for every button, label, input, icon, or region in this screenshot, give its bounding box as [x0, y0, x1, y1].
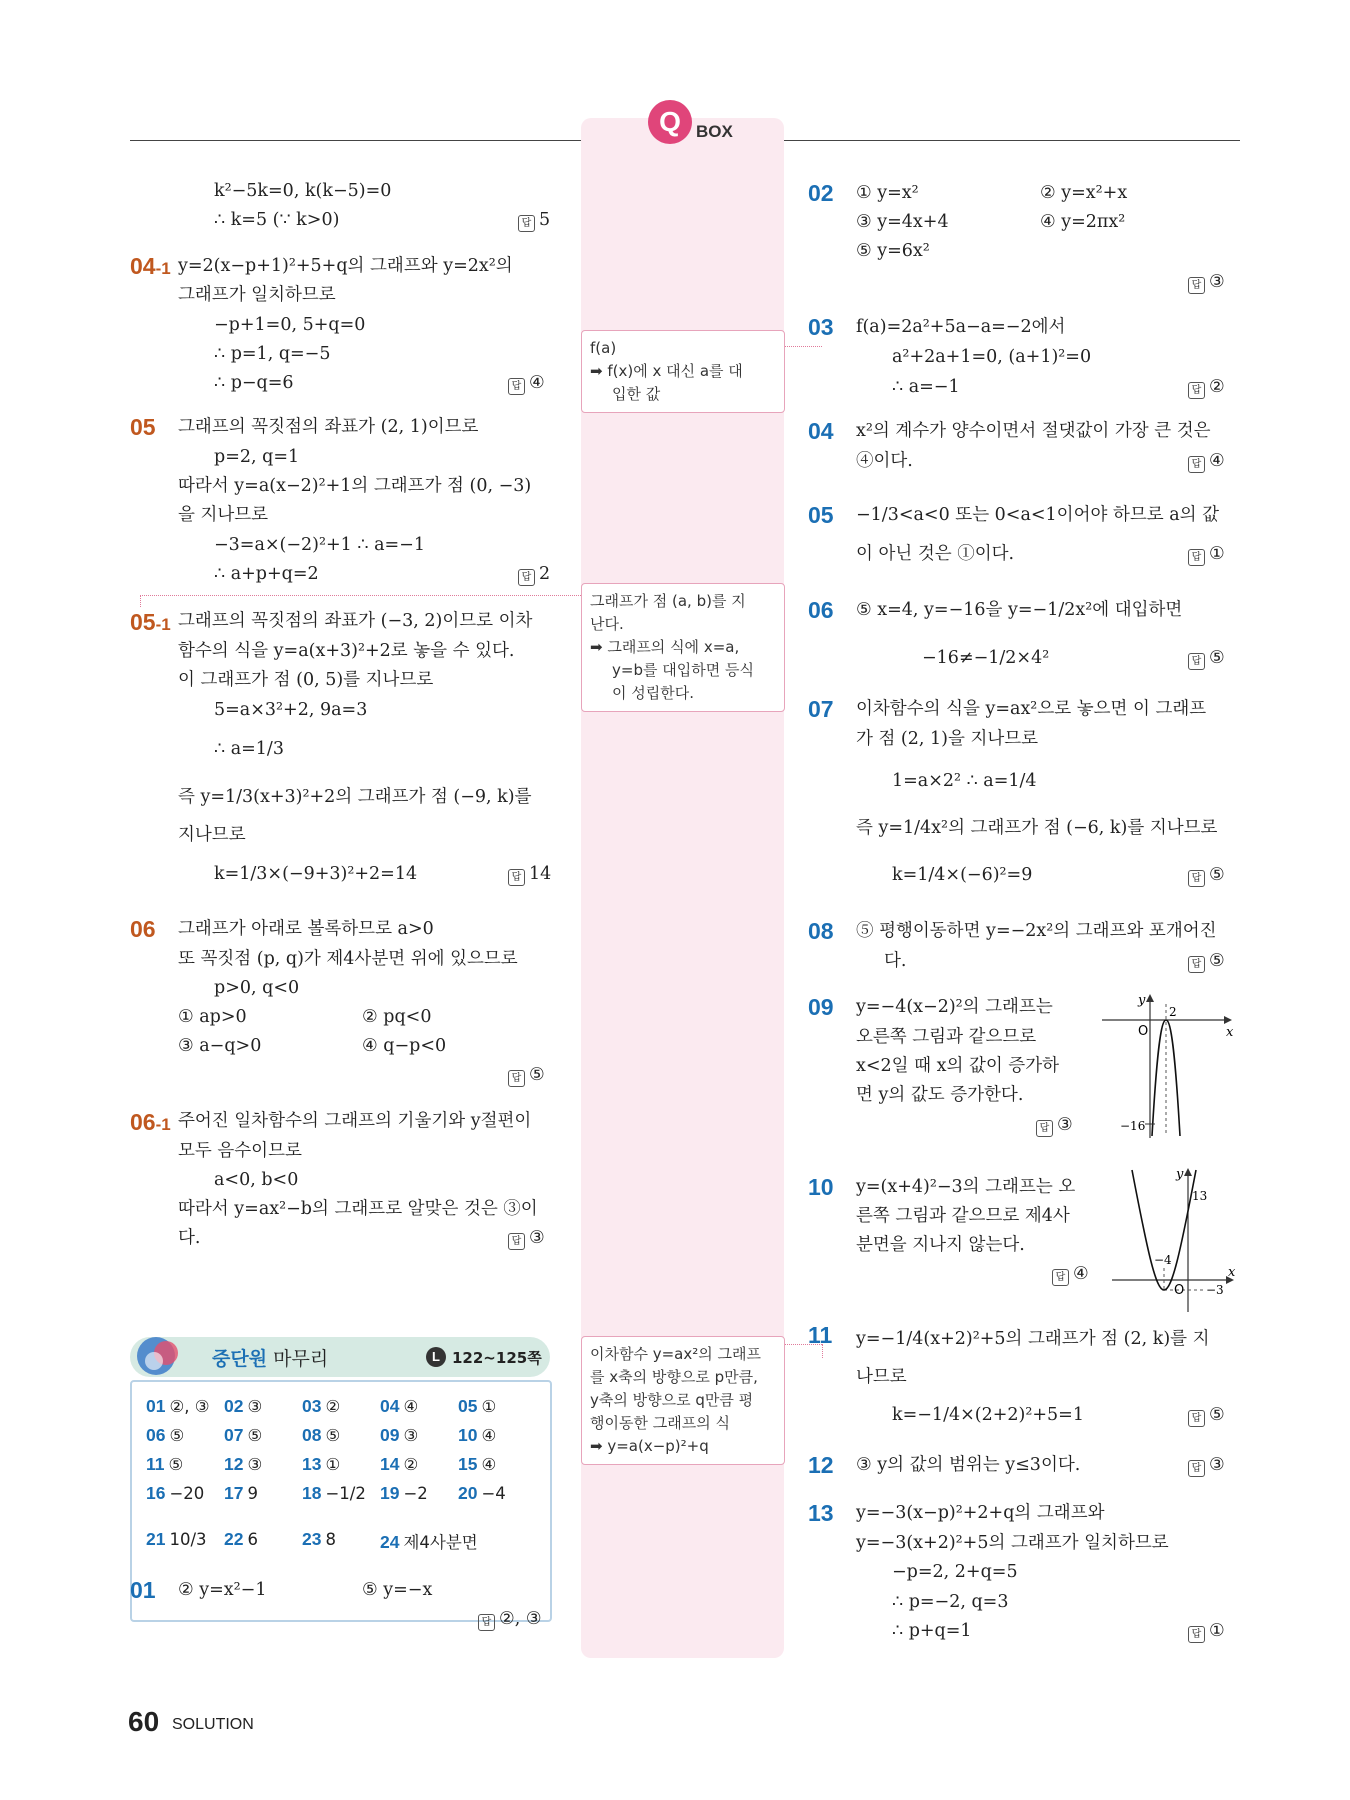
answer-mark: 답 ③ [508, 1228, 545, 1250]
page-ref-icon: L [426, 1347, 446, 1367]
text-line: ③ y의 값의 범위는 y≤3이다. [856, 1455, 1081, 1475]
problem-number: 08 [808, 918, 834, 944]
summary-answer-value: ⑤ [168, 1455, 184, 1474]
summary-pages: 122~125쪽 [452, 1349, 542, 1367]
text-line: 5=a×3²+2, 9a=3 [214, 700, 368, 720]
text-line: 면 y의 값도 증가한다. [856, 1085, 1024, 1105]
note-line: 행이동한 그래프의 식 [590, 1414, 730, 1432]
answer-icon: 답 [1052, 1269, 1069, 1286]
text-line: ∴ p=−2, q=3 [892, 1592, 1009, 1612]
summary-question-number: 01 [146, 1396, 166, 1416]
summary-answer-value: ②, ③ [169, 1397, 210, 1416]
answer-mark: 답 ⑤ [508, 1065, 545, 1087]
answer-icon: 답 [508, 1070, 525, 1087]
text-line: 분면을 지나지 않는다. [856, 1235, 1025, 1255]
text-line: −p+1=0, 5+q=0 [214, 315, 366, 335]
text-line: 주어진 일차함수의 그래프의 기울기와 y절편이 [178, 1111, 532, 1131]
summary-question-number: 23 [302, 1529, 322, 1549]
answer-mark: 답 ②, ③ [478, 1609, 542, 1631]
answer-icon: 답 [478, 1614, 495, 1631]
answer-mark: 답 2 [518, 564, 550, 586]
problem-number: 09 [808, 994, 834, 1020]
text-line: y=−3(x−p)²+2+q의 그래프와 [856, 1503, 1105, 1523]
text-line: ⑤ x=4, y=−16을 y=−1/2x²에 대입하면 [856, 600, 1183, 620]
summary-question-number: 09 [380, 1425, 400, 1445]
text-line: −16≠−1/2×4² [922, 648, 1050, 668]
summary-answer-value: 제4사분면 [403, 1533, 478, 1552]
summary-question-number: 19 [380, 1483, 400, 1503]
problem-number: 04 [808, 418, 834, 444]
text-line: −3=a×(−2)²+1 ∴ a=−1 [214, 535, 425, 555]
text-line: 또 꼭짓점 (p, q)가 제4사분면 위에 있으므로 [178, 949, 518, 969]
connector-line [140, 595, 581, 596]
summary-question-number: 20 [458, 1483, 478, 1503]
summary-question-number: 04 [380, 1396, 400, 1416]
problem-number: 06 [130, 916, 156, 942]
text-line: k=−1/4×(2+2)²+5=1 [892, 1405, 1084, 1425]
answer-mark: 답 ④ [508, 373, 545, 395]
summary-answer-cell [302, 1529, 336, 1550]
text-line: ② y=x²−1 [178, 1580, 267, 1600]
summary-answer-cell [380, 1454, 418, 1475]
text-line: −1/3<a<0 또는 0<a<1이어야 하므로 a의 값 [856, 505, 1220, 525]
summary-answer-value: ④ [481, 1426, 497, 1445]
text-line: x²의 계수가 양수이면서 절댓값이 가장 큰 것은 [856, 421, 1211, 441]
qbox-note [581, 330, 785, 413]
text-line: ∴ p=1, q=−5 [214, 344, 331, 364]
summary-answer-value: −2 [403, 1484, 428, 1503]
text-line: 따라서 y=a(x−2)²+1의 그래프가 점 (0, −3) [178, 476, 532, 496]
text-line: ② y=x²+x [1040, 183, 1128, 203]
summary-answer-value: ③ [403, 1426, 419, 1445]
text-line: x<2일 때 x의 값이 증가하 [856, 1056, 1060, 1076]
text-line: 그래프가 일치하므로 [178, 285, 336, 305]
summary-question-number: 16 [146, 1483, 166, 1503]
graph-tick-label: −4 [1154, 1253, 1172, 1267]
summary-question-number: 24 [380, 1532, 400, 1552]
text-line: a²+2a+1=0, (a+1)²=0 [892, 347, 1092, 367]
summary-answer-value: −20 [169, 1484, 205, 1503]
summary-answer-cell [380, 1425, 418, 1446]
qbox-label: BOX [696, 122, 733, 141]
text-line: 함수의 식을 y=a(x+3)²+2로 놓을 수 있다. [178, 641, 515, 661]
problem-number: 03 [808, 314, 834, 340]
graph-origin-label: O [1138, 1024, 1149, 1039]
text-line: −p=2, 2+q=5 [892, 1562, 1018, 1582]
answer-mark: 답 ⑤ [1188, 648, 1225, 670]
text-line: y=2(x−p+1)²+5+q의 그래프와 y=2x²의 [178, 256, 513, 276]
summary-answer-cell [458, 1454, 496, 1475]
summary-answer-value: ④ [481, 1455, 497, 1474]
summary-answer-value: ④ [403, 1397, 419, 1416]
graph-x-label: x [1226, 1025, 1234, 1040]
text-line: ③ y=4x+4 [856, 212, 949, 232]
problem-number: 05 [808, 502, 834, 528]
summary-answer-cell [380, 1396, 418, 1417]
note-line: f(a) [590, 339, 617, 357]
answer-icon: 답 [1188, 382, 1205, 399]
summary-answer-cell [302, 1454, 340, 1475]
note-line: 난다. [590, 615, 624, 633]
answer-icon: 답 [508, 378, 525, 395]
summary-answer-cell [302, 1396, 340, 1417]
answer-icon: 답 [1188, 870, 1205, 887]
answer-mark: 답 ③ [1188, 1455, 1225, 1477]
text-line: 가 점 (2, 1)을 지나므로 [856, 729, 1039, 749]
problem-number: 01 [130, 1577, 156, 1603]
text-line: ④이다. [856, 451, 913, 471]
answer-icon: 답 [1188, 277, 1205, 294]
answer-icon: 답 [1188, 653, 1205, 670]
summary-answer-cell [380, 1483, 428, 1504]
answer-icon: 답 [1188, 1626, 1205, 1643]
text-line: 오른쪽 그림과 같으므로 [856, 1027, 1037, 1047]
answer-mark: 답 ① [1188, 544, 1225, 566]
problem-number: 11 [808, 1322, 833, 1348]
answer-mark: 답 14 [508, 864, 551, 886]
note-line: y축의 방향으로 q만큼 평 [590, 1391, 754, 1409]
answer-icon: 답 [1188, 549, 1205, 566]
text-line: k=1/3×(−9+3)²+2=14 [214, 864, 418, 884]
problem-number: 05-1 [130, 609, 171, 635]
answer-icon: 답 [518, 215, 535, 232]
summary-answer-value: ② [403, 1455, 419, 1474]
summary-answer-value: ⑤ [325, 1426, 341, 1445]
note-line: ➡ f(x)에 x 대신 a를 대 [590, 362, 743, 380]
problem-number: 12 [808, 1452, 834, 1478]
answer-icon: 답 [1188, 1410, 1205, 1427]
text-line: 이 그래프가 점 (0, 5)를 지나므로 [178, 670, 434, 690]
summary-answer-cell [458, 1396, 496, 1417]
answer-icon: 답 [1036, 1120, 1053, 1137]
text-line: ④ y=2πx² [1040, 212, 1126, 232]
summary-answer-value: 8 [325, 1530, 336, 1549]
text-line: 즉 y=1/3(x+3)²+2의 그래프가 점 (−9, k)를 [178, 787, 532, 807]
text-line: ∴ p−q=6 [214, 373, 294, 393]
summary-answer-value: ③ [247, 1455, 263, 1474]
problem-number: 04-1 [130, 253, 171, 279]
qbox-note [581, 1336, 785, 1465]
text-line: 나므로 [856, 1367, 907, 1387]
note-line: 이차함수 y=ax²의 그래프 [590, 1345, 761, 1363]
problem-number: 07 [808, 696, 834, 722]
summary-question-number: 12 [224, 1454, 244, 1474]
summary-question-number: 21 [146, 1529, 166, 1549]
answer-icon: 답 [518, 569, 535, 586]
connector-line [140, 595, 141, 607]
summary-answer-cell [146, 1529, 207, 1550]
summary-answer-cell [224, 1529, 258, 1550]
answer-icon: 답 [508, 1233, 525, 1250]
answer-mark: 답 ⑤ [1188, 951, 1225, 973]
summary-answer-cell [458, 1425, 496, 1446]
answer-mark: 답 ③ [1036, 1115, 1073, 1137]
text-line: ④ q−p<0 [362, 1036, 447, 1056]
summary-question-number: 22 [224, 1529, 244, 1549]
answer-icon: 답 [1188, 1460, 1205, 1477]
text-line: y=−4(x−2)²의 그래프는 [856, 997, 1053, 1017]
summary-answer-cell [224, 1396, 262, 1417]
graph-10 [1108, 1164, 1240, 1314]
answer-mark: 답 ⑤ [1188, 865, 1225, 887]
summary-question-number: 15 [458, 1454, 478, 1474]
problem-number: 10 [808, 1174, 834, 1200]
text-line: ∴ a+p+q=2 [214, 564, 319, 584]
summary-question-number: 03 [302, 1396, 322, 1416]
text-line: ② pq<0 [362, 1007, 432, 1027]
text-line: 그래프의 꼭짓점의 좌표가 (2, 1)이므로 [178, 417, 479, 437]
summary-answer-value: ① [325, 1455, 341, 1474]
problem-number: 05 [130, 414, 156, 440]
summary-answer-value: 9 [247, 1484, 258, 1503]
answer-mark: 답 ④ [1052, 1264, 1089, 1286]
summary-answer-value: −4 [481, 1484, 506, 1503]
text-line: a<0, b<0 [214, 1170, 299, 1190]
page-number: 60 [128, 1706, 160, 1737]
summary-question-number: 05 [458, 1396, 478, 1416]
text-line: f(a)=2a²+5a−a=−2에서 [856, 317, 1066, 337]
summary-question-number: 08 [302, 1425, 322, 1445]
answer-mark: 답 ⑤ [1188, 1405, 1225, 1427]
answer-icon: 답 [508, 869, 525, 886]
problem-number: 06-1 [130, 1109, 171, 1135]
text-line: y=−1/4(x+2)²+5의 그래프가 점 (2, k)를 지 [856, 1329, 1210, 1349]
text-line: 1=a×2² ∴ a=1/4 [892, 771, 1037, 791]
graph-tick-label: 2 [1169, 1005, 1177, 1019]
summary-logo-icon [134, 1331, 184, 1381]
text-line: ① y=x² [856, 183, 919, 203]
note-line: 를 x축의 방향으로 p만큼, [590, 1368, 758, 1386]
text-line: 을 지나므로 [178, 505, 269, 525]
problem-number: 13 [808, 1500, 834, 1526]
answer-mark: 답 ① [1188, 1621, 1225, 1643]
summary-answer-cell [224, 1483, 258, 1504]
summary-answer-value: ③ [247, 1397, 263, 1416]
note-line: ➡ 그래프의 식에 x=a, [590, 638, 740, 656]
answer-mark: 답 ③ [1188, 272, 1225, 294]
text-line: k=1/4×(−6)²=9 [892, 865, 1033, 885]
summary-question-number: 14 [380, 1454, 400, 1474]
text-line: 다. [884, 951, 907, 971]
graph-tick-label: −16 [1120, 1119, 1146, 1133]
summary-question-number: 02 [224, 1396, 244, 1416]
text-line: ∴ a=1/3 [214, 739, 284, 759]
answer-mark [518, 210, 550, 232]
text-line: 른쪽 그림과 같으므로 제4사 [856, 1206, 1070, 1226]
note-line: 입한 값 [612, 385, 661, 403]
qbox-note [581, 583, 785, 712]
text-line: ∴ a=−1 [892, 377, 960, 397]
graph-09 [1100, 990, 1240, 1140]
graph-tick-label: 13 [1192, 1189, 1208, 1203]
problem-number: 02 [808, 180, 834, 206]
note-line: 그래프가 점 (a, b)를 지 [590, 592, 746, 610]
text-line: k²−5k=0, k(k−5)=0 [214, 181, 392, 201]
text-line: 그래프의 꼭짓점의 좌표가 (−3, 2)이므로 이차 [178, 611, 533, 631]
summary-answer-cell [380, 1529, 478, 1553]
text-line: y=−3(x+2)²+5의 그래프가 일치하므로 [856, 1533, 1169, 1553]
summary-answer-value: ① [481, 1397, 497, 1416]
summary-answer-cell [458, 1483, 506, 1504]
text-line: 따라서 y=ax²−b의 그래프로 알맞은 것은 ③이 [178, 1199, 538, 1219]
text-line: p>0, q<0 [214, 978, 300, 998]
answer-mark: 답 ④ [1188, 451, 1225, 473]
summary-answer-cell [302, 1425, 340, 1446]
note-line: 이 성립한다. [612, 684, 694, 702]
summary-question-number: 10 [458, 1425, 478, 1445]
graph-y-label: y [1176, 1167, 1184, 1182]
text-line: 즉 y=1/4x²의 그래프가 점 (−6, k)를 지나므로 [856, 818, 1218, 838]
answer-icon: 답 [1188, 456, 1205, 473]
summary-question-number: 18 [302, 1483, 322, 1503]
text-line: p=2, q=1 [214, 447, 300, 467]
text-line: ① ap>0 [178, 1007, 247, 1027]
summary-answer-cell [224, 1454, 262, 1475]
text-line: ③ a−q>0 [178, 1036, 262, 1056]
summary-answer-cell [146, 1425, 184, 1446]
answer-mark: 답 ② [1188, 377, 1225, 399]
summary-answer-value: ⑤ [247, 1426, 263, 1445]
summary-question-number: 11 [146, 1454, 165, 1474]
answer-icon: 답 [1188, 956, 1205, 973]
summary-answer-value: ② [325, 1397, 341, 1416]
answer-value: 5 [539, 210, 551, 230]
summary-answer-value: ⑤ [169, 1426, 185, 1445]
summary-question-number: 13 [302, 1454, 322, 1474]
text-line: ⑤ 평행이동하면 y=−2x²의 그래프와 포개어진 [856, 921, 1217, 941]
summary-question-number: 07 [224, 1425, 244, 1445]
summary-answer-value: 6 [247, 1530, 258, 1549]
text-line: ∴ p+q=1 [892, 1621, 972, 1641]
summary-answer-cell [146, 1396, 210, 1417]
text-line: 다. [178, 1228, 201, 1248]
summary-answer-cell [146, 1454, 183, 1475]
text-line: 지나므로 [178, 825, 246, 845]
summary-answer-cell [146, 1483, 204, 1504]
note-line: ➡ y=a(x−p)²+q [590, 1437, 709, 1455]
summary-answer-cell [224, 1425, 262, 1446]
qbox-badge: Q [648, 100, 692, 144]
summary-question-number: 17 [224, 1483, 244, 1503]
text-line: 모두 음수이므로 [178, 1141, 302, 1161]
text-line: ∴ k=5 (∵ k>0) [214, 210, 340, 230]
note-line: y=b를 대입하면 등식 [612, 661, 754, 679]
summary-answer-cell [302, 1483, 366, 1504]
summary-title: 중단원 마무리 [212, 1348, 329, 1370]
graph-y-label: y [1138, 993, 1146, 1008]
problem-number: 06 [808, 597, 834, 623]
text-line: 그래프가 아래로 볼록하므로 a>0 [178, 919, 434, 939]
text-line: y=(x+4)²−3의 그래프는 오 [856, 1177, 1076, 1197]
graph-origin-label: O [1174, 1283, 1185, 1298]
text-line: ⑤ y=−x [362, 1580, 433, 1600]
text-line: ⑤ y=6x² [856, 241, 930, 261]
summary-question-number: 06 [146, 1425, 166, 1445]
summary-answer-value: 10/3 [169, 1530, 207, 1549]
graph-tick-label: −3 [1206, 1283, 1224, 1297]
text-line: 이차함수의 식을 y=ax²으로 놓으면 이 그래프 [856, 699, 1207, 719]
graph-x-label: x [1228, 1265, 1236, 1280]
text-line: 이 아닌 것은 ①이다. [856, 544, 1015, 564]
footer-label: SOLUTION [172, 1716, 254, 1733]
summary-answer-value: −1/2 [325, 1484, 366, 1503]
